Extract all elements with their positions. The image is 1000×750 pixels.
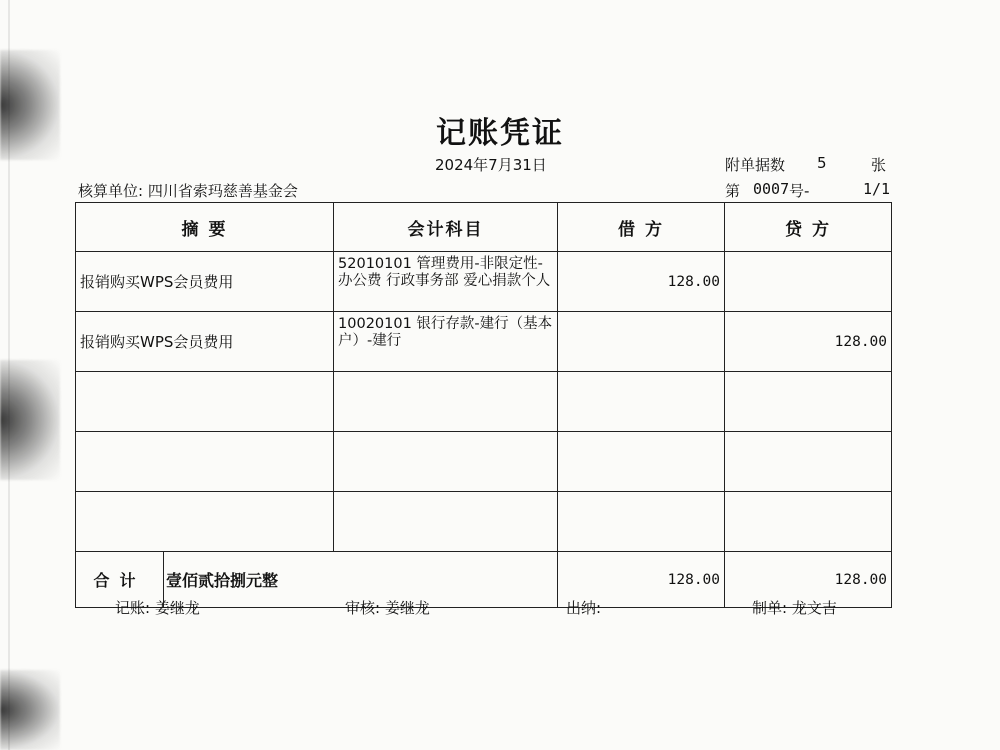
total-credit: 128.00: [725, 552, 892, 608]
voucher-page: 1/1: [863, 180, 891, 198]
scan-artifact: [0, 360, 60, 480]
row-credit: 128.00: [725, 312, 892, 372]
row-subject: [334, 432, 558, 492]
table-row: [76, 312, 892, 372]
row-subject: [334, 492, 558, 552]
voucher-no: 0007: [753, 180, 790, 198]
preparer-signature: 制单: 龙文吉: [752, 599, 837, 617]
auditor-signature: 审核: 姜继龙: [345, 599, 430, 617]
voucher-table: [75, 202, 892, 608]
row-debit: 128.00: [558, 252, 725, 312]
voucher-suffix: 号-: [789, 182, 810, 200]
header-subject: 会计科目: [334, 203, 558, 252]
attachments-label: 附单据数: [725, 156, 786, 174]
row-summary: 报销购买WPS会员费用: [76, 312, 334, 372]
total-debit: 128.00: [558, 552, 725, 608]
row-credit: [725, 372, 892, 432]
voucher-prefix: 第: [725, 182, 741, 200]
voucher-date: 2024年7月31日: [435, 156, 547, 174]
total-label: 合计: [76, 552, 164, 608]
table-row: [76, 432, 892, 492]
row-credit: [725, 432, 892, 492]
table-row: [76, 372, 892, 432]
row-summary: 报销购买WPS会员费用: [76, 252, 334, 312]
scan-artifact: [0, 670, 60, 750]
table-row: [76, 492, 892, 552]
attachments-info: [725, 154, 887, 175]
row-subject: 52010101 管理费用-非限定性-办公费 行政事务部 爱心捐款个人: [334, 252, 558, 312]
row-summary: [76, 372, 334, 432]
voucher-number: [725, 180, 891, 201]
row-debit: [558, 432, 725, 492]
attachments-count: 5: [817, 154, 827, 172]
table-header-row: [76, 203, 892, 252]
row-summary: [76, 432, 334, 492]
cashier-signature: 出纳:: [566, 599, 602, 617]
row-debit: [558, 312, 725, 372]
attachments-unit: 张: [871, 156, 887, 174]
bookkeeper-signature: 记账: 姜继龙: [115, 599, 200, 617]
row-debit: [558, 492, 725, 552]
document-title: 记账凭证: [436, 116, 564, 151]
row-credit: [725, 252, 892, 312]
row-credit: [725, 492, 892, 552]
header-summary: 摘 要: [76, 203, 334, 252]
row-subject: [334, 372, 558, 432]
total-amount-in-words: 壹佰贰拾捌元整: [164, 552, 558, 608]
row-subject: 10020101 银行存款-建行（基本户）-建行: [334, 312, 558, 372]
row-summary: [76, 492, 334, 552]
table-row: [76, 252, 892, 312]
row-debit: [558, 372, 725, 432]
accounting-unit: 核算单位: 四川省索玛慈善基金会: [78, 182, 298, 200]
header-debit: 借 方: [558, 203, 725, 252]
header-credit: 贷 方: [725, 203, 892, 252]
